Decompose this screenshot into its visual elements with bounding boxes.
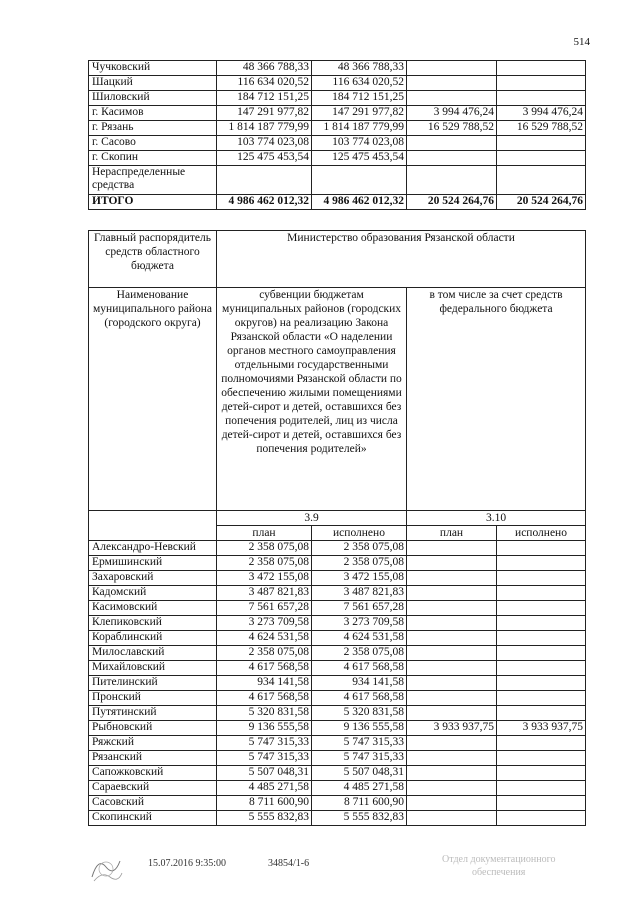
municipality-name: Путятинский xyxy=(89,706,217,721)
federal-plan-value xyxy=(407,586,497,601)
col-done-left: исполнено xyxy=(312,526,407,541)
bottom-table-body xyxy=(89,231,586,826)
plan-value: 184 712 151,25 xyxy=(217,91,312,106)
municipality-name: Милославский xyxy=(89,646,217,661)
table-row xyxy=(89,781,586,796)
done-value: 934 141,58 xyxy=(312,676,407,691)
table-row xyxy=(89,811,586,826)
federal-plan-value xyxy=(407,736,497,751)
plan-value: 2 358 075,08 xyxy=(217,556,312,571)
table-row xyxy=(89,136,586,151)
total-fed-done: 20 524 264,76 xyxy=(497,195,586,210)
federal-done-value xyxy=(497,586,586,601)
federal-plan-value: 3 994 476,24 xyxy=(407,106,497,121)
federal-plan-value: 3 933 937,75 xyxy=(407,721,497,736)
done-value: 8 711 600,90 xyxy=(312,796,407,811)
unallocated-row xyxy=(89,166,586,195)
table-row xyxy=(89,586,586,601)
done-value: 125 475 453,54 xyxy=(312,151,407,166)
federal-done-value xyxy=(497,706,586,721)
table-row xyxy=(89,541,586,556)
done-value: 184 712 151,25 xyxy=(312,91,407,106)
table-row xyxy=(89,721,586,736)
federal-done-value xyxy=(497,541,586,556)
top-table xyxy=(88,60,586,210)
plan-value: 1 814 187 779,99 xyxy=(217,121,312,136)
col-done-right: исполнено xyxy=(497,526,586,541)
federal-done-value xyxy=(497,781,586,796)
manager-value: Министерство образования Рязанской области xyxy=(217,231,586,288)
plan-value: 2 358 075,08 xyxy=(217,646,312,661)
federal-done-value xyxy=(497,151,586,166)
manager-header-row xyxy=(89,231,586,288)
plan-value: 5 320 831,58 xyxy=(217,706,312,721)
done-value: 3 273 709,58 xyxy=(312,616,407,631)
federal-plan-value xyxy=(407,751,497,766)
table-row xyxy=(89,691,586,706)
table-row xyxy=(89,706,586,721)
municipality-name: Шиловский xyxy=(89,91,217,106)
table-row xyxy=(89,76,586,91)
federal-plan-value xyxy=(407,691,497,706)
federal-plan-value xyxy=(407,76,497,91)
municipality-name: Скопинский xyxy=(89,811,217,826)
federal-plan-value xyxy=(407,676,497,691)
done-value: 1 814 187 779,99 xyxy=(312,121,407,136)
municipality-name: Клепиковский xyxy=(89,616,217,631)
table-row xyxy=(89,571,586,586)
manager-label: Главный распорядитель средств областного бюджета xyxy=(89,231,217,288)
done-value: 5 555 832,83 xyxy=(312,811,407,826)
subvention-header-row xyxy=(89,288,586,511)
table-row xyxy=(89,556,586,571)
federal-plan-value xyxy=(407,151,497,166)
municipality-name: Касимовский xyxy=(89,601,217,616)
municipality-name: г. Скопин xyxy=(89,151,217,166)
federal-plan-value xyxy=(407,631,497,646)
table-row xyxy=(89,121,586,136)
done-value: 5 747 315,33 xyxy=(312,751,407,766)
subvention-description: субвенции бюджетам муниципальных районов (городских округов) на реализацию Закона Рязанской области «О наделении органов местного самоуправления отдельными государственными полномочиями Рязанской области по обеспечению жилыми помещениями детей-сирот и детей, оставшихся без попечения родителей, лиц из числа детей-сирот и детей, оставшихся без попечения родителей» xyxy=(217,288,407,511)
federal-done-value xyxy=(497,796,586,811)
federal-plan-value xyxy=(407,646,497,661)
plan-value: 3 472 155,08 xyxy=(217,571,312,586)
table-row xyxy=(89,766,586,781)
table-row xyxy=(89,751,586,766)
done-value: 5 507 048,31 xyxy=(312,766,407,781)
total-label: ИТОГО xyxy=(89,195,217,210)
federal-done-value xyxy=(497,751,586,766)
federal-done-value xyxy=(497,601,586,616)
federal-done-value xyxy=(497,91,586,106)
federal-plan-value xyxy=(407,706,497,721)
col-plan-left: план xyxy=(217,526,312,541)
municipality-name: Михайловский xyxy=(89,661,217,676)
table-row xyxy=(89,61,586,76)
federal-done-value xyxy=(497,76,586,91)
table-row xyxy=(89,646,586,661)
federal-plan-value: 16 529 788,52 xyxy=(407,121,497,136)
plan-value: 3 487 821,83 xyxy=(217,586,312,601)
done-value: 3 472 155,08 xyxy=(312,571,407,586)
done-value: 4 617 568,58 xyxy=(312,691,407,706)
total-fed-plan: 20 524 264,76 xyxy=(407,195,497,210)
federal-plan-value xyxy=(407,571,497,586)
table-row xyxy=(89,91,586,106)
table-row xyxy=(89,661,586,676)
federal-done-value xyxy=(497,661,586,676)
footer-doc-code: 34854/1-6 xyxy=(268,858,310,869)
total-plan: 4 986 462 012,32 xyxy=(217,195,312,210)
federal-done-value xyxy=(497,61,586,76)
top-table-body xyxy=(89,61,586,210)
plan-value: 2 358 075,08 xyxy=(217,541,312,556)
done-value: 2 358 075,08 xyxy=(312,556,407,571)
plan-value: 934 141,58 xyxy=(217,676,312,691)
federal-done-value: 3 994 476,24 xyxy=(497,106,586,121)
federal-plan-value xyxy=(407,616,497,631)
federal-done-value xyxy=(497,136,586,151)
federal-done-value xyxy=(497,616,586,631)
done-value: 3 487 821,83 xyxy=(312,586,407,601)
federal-done-value: 16 529 788,52 xyxy=(497,121,586,136)
federal-plan-value xyxy=(407,781,497,796)
federal-done-value xyxy=(497,691,586,706)
department-watermark xyxy=(442,853,555,879)
plan-value: 7 561 657,28 xyxy=(217,601,312,616)
federal-plan-value xyxy=(407,541,497,556)
plan-value: 147 291 977,82 xyxy=(217,106,312,121)
federal-done-value xyxy=(497,736,586,751)
municipality-name: Кораблинский xyxy=(89,631,217,646)
done-value: 7 561 657,28 xyxy=(312,601,407,616)
table-row xyxy=(89,601,586,616)
unallocated-label xyxy=(89,166,217,195)
federal-plan-value xyxy=(407,601,497,616)
done-value: 5 320 831,58 xyxy=(312,706,407,721)
federal-done-value xyxy=(497,811,586,826)
federal-done-value xyxy=(497,556,586,571)
code-row-empty xyxy=(89,511,217,541)
municipality-name: Сараевский xyxy=(89,781,217,796)
table-row xyxy=(89,631,586,646)
plan-value: 5 555 832,83 xyxy=(217,811,312,826)
plan-value: 5 507 048,31 xyxy=(217,766,312,781)
unallocated-line2: средства xyxy=(92,179,135,192)
municipality-name: Сапожковский xyxy=(89,766,217,781)
plan-value: 4 624 531,58 xyxy=(217,631,312,646)
municipality-name: Рыбновский xyxy=(89,721,217,736)
done-value: 2 358 075,08 xyxy=(312,541,407,556)
federal-plan-value xyxy=(407,661,497,676)
done-value: 103 774 023,08 xyxy=(312,136,407,151)
municipality-name: Пронский xyxy=(89,691,217,706)
plan-value: 103 774 023,08 xyxy=(217,136,312,151)
federal-done-value: 3 933 937,75 xyxy=(497,721,586,736)
municipality-name: г. Сасово xyxy=(89,136,217,151)
municipality-name: Чучковский xyxy=(89,61,217,76)
municipality-name: Захаровский xyxy=(89,571,217,586)
plan-value: 4 617 568,58 xyxy=(217,691,312,706)
unallocated-fed-plan xyxy=(407,166,497,195)
federal-plan-value xyxy=(407,811,497,826)
done-value: 4 617 568,58 xyxy=(312,661,407,676)
municipality-name: Сасовский xyxy=(89,796,217,811)
col-plan-right: план xyxy=(407,526,497,541)
done-value: 5 747 315,33 xyxy=(312,736,407,751)
federal-plan-value xyxy=(407,766,497,781)
federal-plan-value xyxy=(407,136,497,151)
done-value: 2 358 075,08 xyxy=(312,646,407,661)
municipality-label: Наименование муниципального района (городского округа) xyxy=(89,288,217,511)
code-left: 3.9 xyxy=(217,511,407,526)
plan-value: 3 273 709,58 xyxy=(217,616,312,631)
plan-value: 9 136 555,58 xyxy=(217,721,312,736)
unallocated-plan xyxy=(217,166,312,195)
municipality-name: г. Касимов xyxy=(89,106,217,121)
done-value: 4 485 271,58 xyxy=(312,781,407,796)
federal-done-value xyxy=(497,676,586,691)
federal-done-value xyxy=(497,631,586,646)
done-value: 48 366 788,33 xyxy=(312,61,407,76)
municipality-name: г. Рязань xyxy=(89,121,217,136)
done-value: 147 291 977,82 xyxy=(312,106,407,121)
federal-done-value xyxy=(497,766,586,781)
table-row xyxy=(89,616,586,631)
table-row xyxy=(89,796,586,811)
municipality-name: Кадомский xyxy=(89,586,217,601)
federal-plan-value xyxy=(407,796,497,811)
bottom-table xyxy=(88,230,586,826)
federal-plan-value xyxy=(407,91,497,106)
total-row xyxy=(89,195,586,210)
watermark-line2: обеспечения xyxy=(472,867,526,878)
municipality-name: Александро-Невский xyxy=(89,541,217,556)
total-done: 4 986 462 012,32 xyxy=(312,195,407,210)
federal-done-value xyxy=(497,571,586,586)
done-value: 9 136 555,58 xyxy=(312,721,407,736)
unallocated-line1: Нераспределенные xyxy=(92,166,186,178)
municipality-name: Шацкий xyxy=(89,76,217,91)
federal-done-value xyxy=(497,646,586,661)
municipality-name: Пителинский xyxy=(89,676,217,691)
municipality-name: Ермишинский xyxy=(89,556,217,571)
registration-stamp xyxy=(88,853,124,883)
federal-plan-value xyxy=(407,61,497,76)
code-row xyxy=(89,511,586,526)
federal-description: в том числе за счет средств федерального бюджета xyxy=(407,288,586,511)
federal-plan-value xyxy=(407,556,497,571)
municipality-name: Ряжский xyxy=(89,736,217,751)
plan-value: 5 747 315,33 xyxy=(217,751,312,766)
done-value: 116 634 020,52 xyxy=(312,76,407,91)
code-right: 3.10 xyxy=(407,511,586,526)
plan-value: 125 475 453,54 xyxy=(217,151,312,166)
plan-value: 8 711 600,90 xyxy=(217,796,312,811)
table-row xyxy=(89,676,586,691)
watermark-line1: Отдел документационного xyxy=(442,854,556,865)
plan-value: 5 747 315,33 xyxy=(217,736,312,751)
plan-value: 4 617 568,58 xyxy=(217,661,312,676)
table-row xyxy=(89,151,586,166)
plan-value: 48 366 788,33 xyxy=(217,61,312,76)
page-number: 514 xyxy=(573,36,590,48)
unallocated-done xyxy=(312,166,407,195)
plan-value: 116 634 020,52 xyxy=(217,76,312,91)
unallocated-fed-done xyxy=(497,166,586,195)
table-row xyxy=(89,106,586,121)
table-row xyxy=(89,736,586,751)
done-value: 4 624 531,58 xyxy=(312,631,407,646)
footer-datetime: 15.07.2016 9:35:00 xyxy=(148,858,227,869)
plan-value: 4 485 271,58 xyxy=(217,781,312,796)
municipality-name: Рязанский xyxy=(89,751,217,766)
